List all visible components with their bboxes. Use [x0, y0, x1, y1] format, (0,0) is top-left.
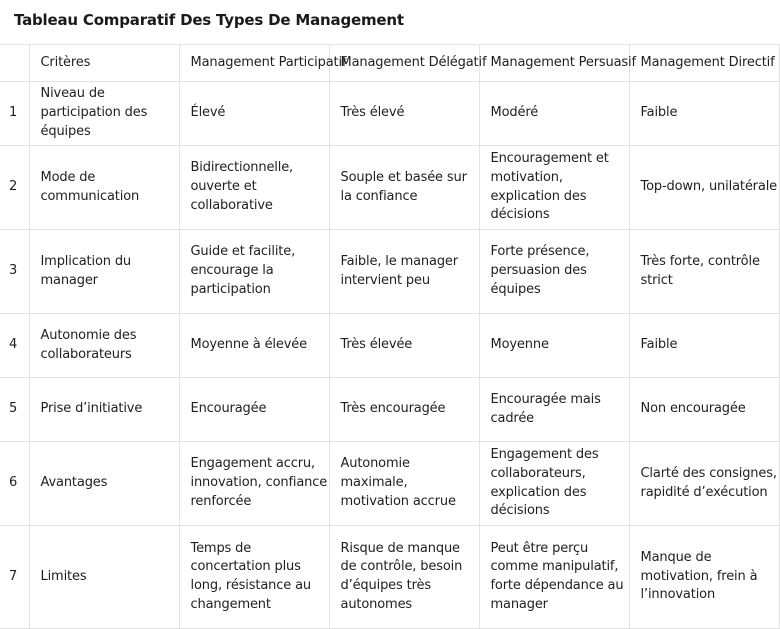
- delegatif-cell: Faible, le manager intervient peu: [329, 230, 479, 314]
- row-index: 7: [0, 526, 29, 629]
- header-label: Critères: [40, 54, 91, 70]
- criterion-cell: Autonomie des collaborateurs: [29, 314, 179, 378]
- header-delegatif: [329, 45, 487, 82]
- criterion-cell: Mode de communication: [29, 146, 179, 230]
- header-label: Management Directif: [640, 54, 775, 70]
- row-index: 5: [0, 378, 29, 442]
- participatif-cell: Temps de concertation plus long, résistance au changement: [179, 526, 329, 629]
- header-index: [0, 45, 29, 82]
- header-row: [0, 45, 779, 82]
- table-row: [0, 378, 779, 442]
- delegatif-cell: Risque de manque de contrôle, besoin d’équipes très autonomes: [329, 526, 479, 629]
- directif-cell: Très forte, contrôle strict: [629, 230, 779, 314]
- persuasif-cell: Encouragement et motivation, explication des décisions: [479, 146, 629, 230]
- delegatif-cell: Souple et basée sur la confiance: [329, 146, 479, 230]
- persuasif-cell: Engagement des collaborateurs, explication des décisions: [479, 442, 629, 526]
- persuasif-cell: Encouragée mais cadrée: [479, 378, 629, 442]
- table-row: [0, 146, 779, 230]
- directif-cell: Clarté des consignes, rapidité d’exécution: [629, 442, 779, 526]
- table-row: [0, 314, 779, 378]
- criterion-cell: Prise d’initiative: [29, 378, 179, 442]
- header-label: Management Délégatif: [340, 54, 487, 70]
- table-row: [0, 526, 779, 629]
- persuasif-cell: Forte présence, persuasion des équipes: [479, 230, 629, 314]
- delegatif-cell: Très élevé: [329, 82, 479, 146]
- criterion-cell: Niveau de participation des équipes: [29, 82, 179, 146]
- header-label: Management Persuasif: [490, 54, 636, 70]
- criterion-cell: Limites: [29, 526, 179, 629]
- delegatif-cell: Autonomie maximale, motivation accrue: [329, 442, 479, 526]
- header-participatif: [179, 45, 347, 82]
- table-row: [0, 442, 779, 526]
- table-row: [0, 230, 779, 314]
- delegatif-cell: Très élevée: [329, 314, 479, 378]
- directif-cell: Top-down, unilatérale: [629, 146, 779, 230]
- criterion-cell: Avantages: [29, 442, 179, 526]
- row-index: 4: [0, 314, 29, 378]
- row-index: 6: [0, 442, 29, 526]
- directif-cell: Faible: [629, 314, 779, 378]
- participatif-cell: Bidirectionnelle, ouverte et collaborative: [179, 146, 329, 230]
- criterion-cell: Implication du manager: [29, 230, 179, 314]
- directif-cell: Non encouragée: [629, 378, 779, 442]
- participatif-cell: Guide et facilite, encourage la participation: [179, 230, 329, 314]
- row-index: 1: [0, 82, 29, 146]
- header-criteres: [29, 45, 179, 82]
- page-title: Tableau Comparatif Des Types De Management: [14, 11, 404, 29]
- participatif-cell: Engagement accru, innovation, confiance renforcée: [179, 442, 329, 526]
- delegatif-cell: Très encouragée: [329, 378, 479, 442]
- participatif-cell: Moyenne à élevée: [179, 314, 329, 378]
- comparison-table: [0, 44, 780, 629]
- header-persuasif: [479, 45, 636, 82]
- header-label: Management Participatif: [190, 54, 347, 70]
- header-directif: [629, 45, 779, 82]
- row-index: 3: [0, 230, 29, 314]
- persuasif-cell: Modéré: [479, 82, 629, 146]
- table-row: [0, 82, 779, 146]
- row-index: 2: [0, 146, 29, 230]
- persuasif-cell: Moyenne: [479, 314, 629, 378]
- participatif-cell: Encouragée: [179, 378, 329, 442]
- persuasif-cell: Peut être perçu comme manipulatif, forte dépendance au manager: [479, 526, 629, 629]
- directif-cell: Manque de motivation, frein à l’innovation: [629, 526, 779, 629]
- directif-cell: Faible: [629, 82, 779, 146]
- participatif-cell: Élevé: [179, 82, 329, 146]
